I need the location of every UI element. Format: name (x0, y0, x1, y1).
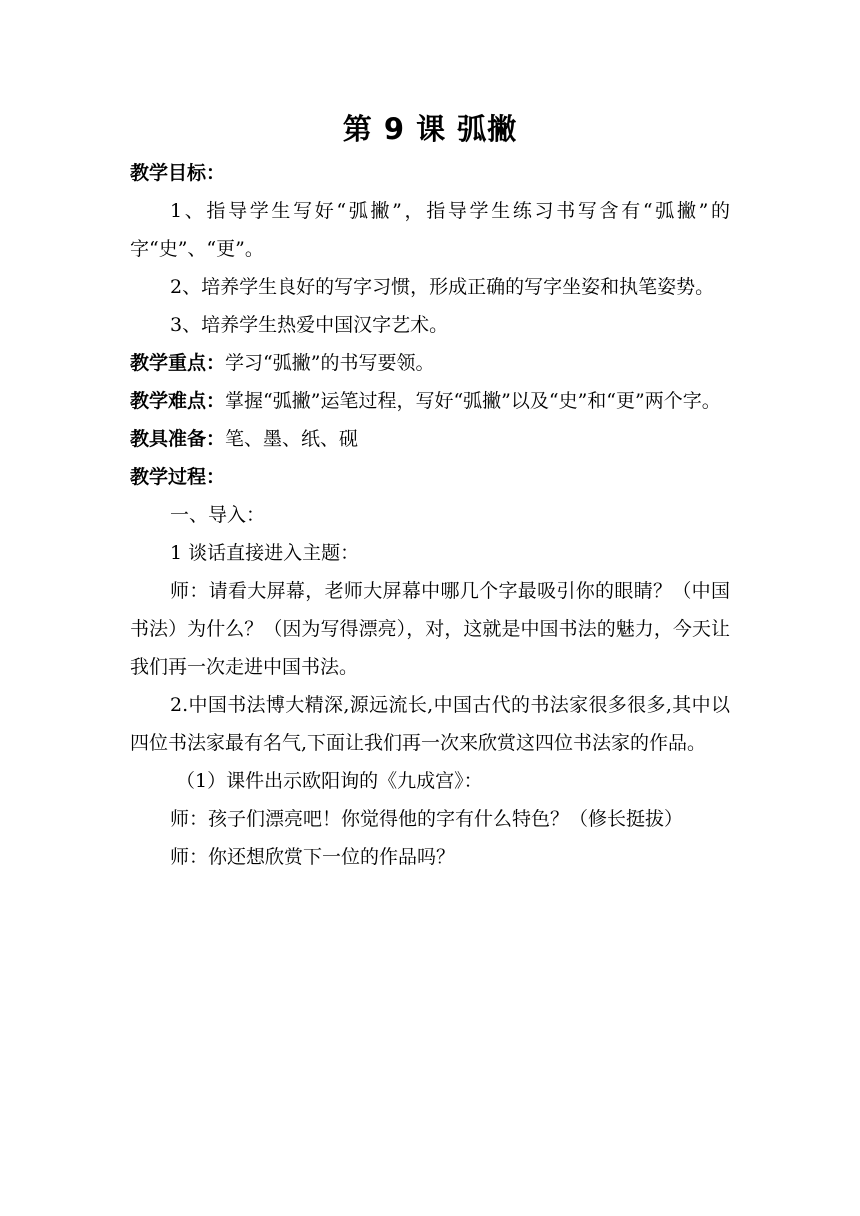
difficulty-text: 掌握“弧撇”运笔过程，写好“弧撇”以及“史”和“更”两个字。 (225, 390, 721, 412)
process-heading (130, 458, 730, 496)
process-paragraph-1: 一、导入： (170, 504, 266, 526)
objective-item-3: 3、培养学生热爱中国汉字艺术。 (170, 314, 449, 336)
key-point-paragraph (130, 344, 730, 382)
difficulty-label: 教学难点： (130, 390, 226, 412)
process-label: 教学过程： (130, 466, 226, 488)
tools-label: 教具准备： (130, 428, 226, 450)
key-point-label: 教学重点： (130, 352, 226, 374)
objectives-label: 教学目标： (130, 162, 226, 184)
tools-text: 笔、墨、纸、砚 (225, 428, 359, 450)
difficulty-paragraph (130, 382, 730, 420)
process-paragraph-2: 1 谈话直接进入主题： (170, 542, 360, 564)
tools-paragraph (130, 420, 730, 458)
process-paragraph-3: 师：请看大屏幕，老师大屏幕中哪几个字最吸引你的眼睛？（中国书法）为什么？（因为写得漂亮），对，这就是中国书法的魅力，今天让我们再一次走进中国书法。 (130, 580, 730, 678)
objectives-heading (130, 154, 730, 192)
process-paragraph-4: 2.中国书法博大精深,源远流长,中国古代的书法家很多很多,其中以四位书法家最有名气,下面让我们再一次来欣赏这四位书法家的作品。 (130, 694, 730, 754)
process-paragraph-5: （1）课件出示欧阳询的《九成宫》： (176, 770, 483, 792)
page-title: 第 9 课 弧撇 (342, 112, 518, 146)
objective-item-2: 2、培养学生良好的写字习惯，形成正确的写字坐姿和执笔姿势。 (170, 276, 715, 298)
key-point-text: 学习“弧撇”的书写要领。 (225, 352, 435, 374)
process-paragraph-6: 师：孩子们漂亮吧！你觉得他的字有什么特色？（修长挺拔） (170, 808, 684, 830)
objective-item-1: 1、指导学生写好“弧撇”，指导学生练习书写含有“弧撇”的字“史”、“更”。 (130, 200, 730, 260)
process-paragraph-7: 师：你还想欣赏下一位的作品吗？ (170, 846, 456, 868)
document-body (130, 108, 730, 876)
